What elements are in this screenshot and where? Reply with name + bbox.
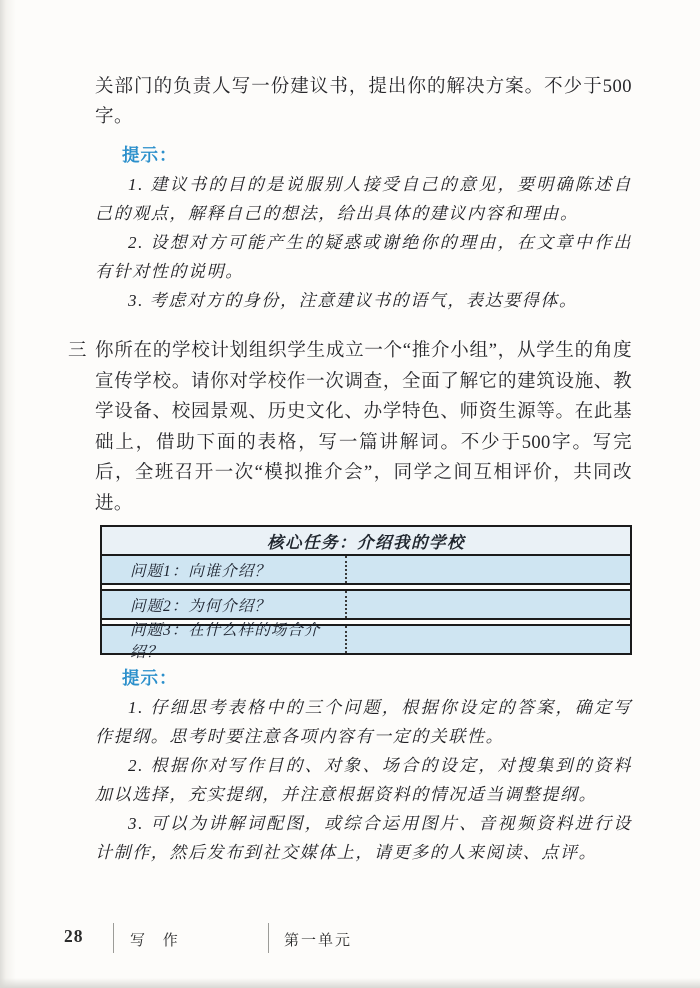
page-footer xyxy=(0,926,700,958)
table-row xyxy=(102,621,630,661)
hints1-item-1: 1. 建议书的目的是说服别人接受自己的意见，要明确陈述自己的观点，解释自己的想法，给出具体的建议内容和理由。 xyxy=(95,175,632,223)
page-number: 28 xyxy=(64,926,84,946)
footer-section-label: 写 作 xyxy=(130,933,185,949)
hints1-item-3: 3. 考虑对方的身份，注意建议书的语气，表达要得体。 xyxy=(128,291,578,310)
footer-divider xyxy=(113,923,114,953)
hints2-item-1: 1. 仔细思考表格中的三个问题，根据你设定的答案，确定写作提纲。思考时要注意各项内容有一定的关联性。 xyxy=(95,698,632,746)
table-header-row xyxy=(102,527,630,556)
table-question-3: 问题3：在什么样的场合介绍？ xyxy=(130,621,321,661)
hints2-label: 提示： xyxy=(122,668,178,688)
table-question-2: 问题2：为何介绍？ xyxy=(130,597,271,615)
task-three-number: 三 xyxy=(68,341,87,361)
hints1-item-2: 2. 设想对方可能产生的疑惑或谢绝你的理由，在文章中作出有针对性的说明。 xyxy=(95,233,632,281)
school-intro-table xyxy=(100,525,632,661)
table-header-label: 核心任务：介绍我的学校 xyxy=(267,532,465,552)
table-answer-cell-3 xyxy=(345,626,630,653)
hints1-label: 提示： xyxy=(122,145,178,165)
hints2-item-3: 3. 可以为讲解词配图，或综合运用图片、音视频资料进行设计制作，然后发布到社交媒体上，请更多的人来阅读、点评。 xyxy=(95,814,632,862)
intro-paragraph: 关部门的负责人写一份建议书，提出你的解决方案。不少于500字。 xyxy=(95,77,632,127)
table-question-1: 问题1：向谁介绍？ xyxy=(130,562,271,580)
table-row xyxy=(102,589,630,620)
footer-unit-label: 第一单元 xyxy=(284,933,353,949)
task-three xyxy=(68,336,632,519)
hints2-item-2: 2. 根据你对写作目的、对象、场合的设定，对搜集到的资料加以选择，充实提纲，并注意根据资料的情况适当调整提纲。 xyxy=(95,756,632,804)
table-answer-cell-2 xyxy=(345,591,630,618)
footer-divider xyxy=(268,923,269,953)
task-three-text: 你所在的学校计划组织学生成立一个“推介小组”，从学生的角度宣传学校。请你对学校作一次调查，全面了解它的建筑设施、教学设备、校园景观、历史文化、办学特色、师资生源等。在此基础上，借助下面的表格，写一篇讲解词。不少于500字。写完后，全班召开一次“模拟推介会”，同学之间互相评价，共同改进。 xyxy=(95,341,632,514)
table-answer-cell-1 xyxy=(345,556,630,583)
table-row xyxy=(102,556,630,585)
page-content xyxy=(68,72,632,867)
